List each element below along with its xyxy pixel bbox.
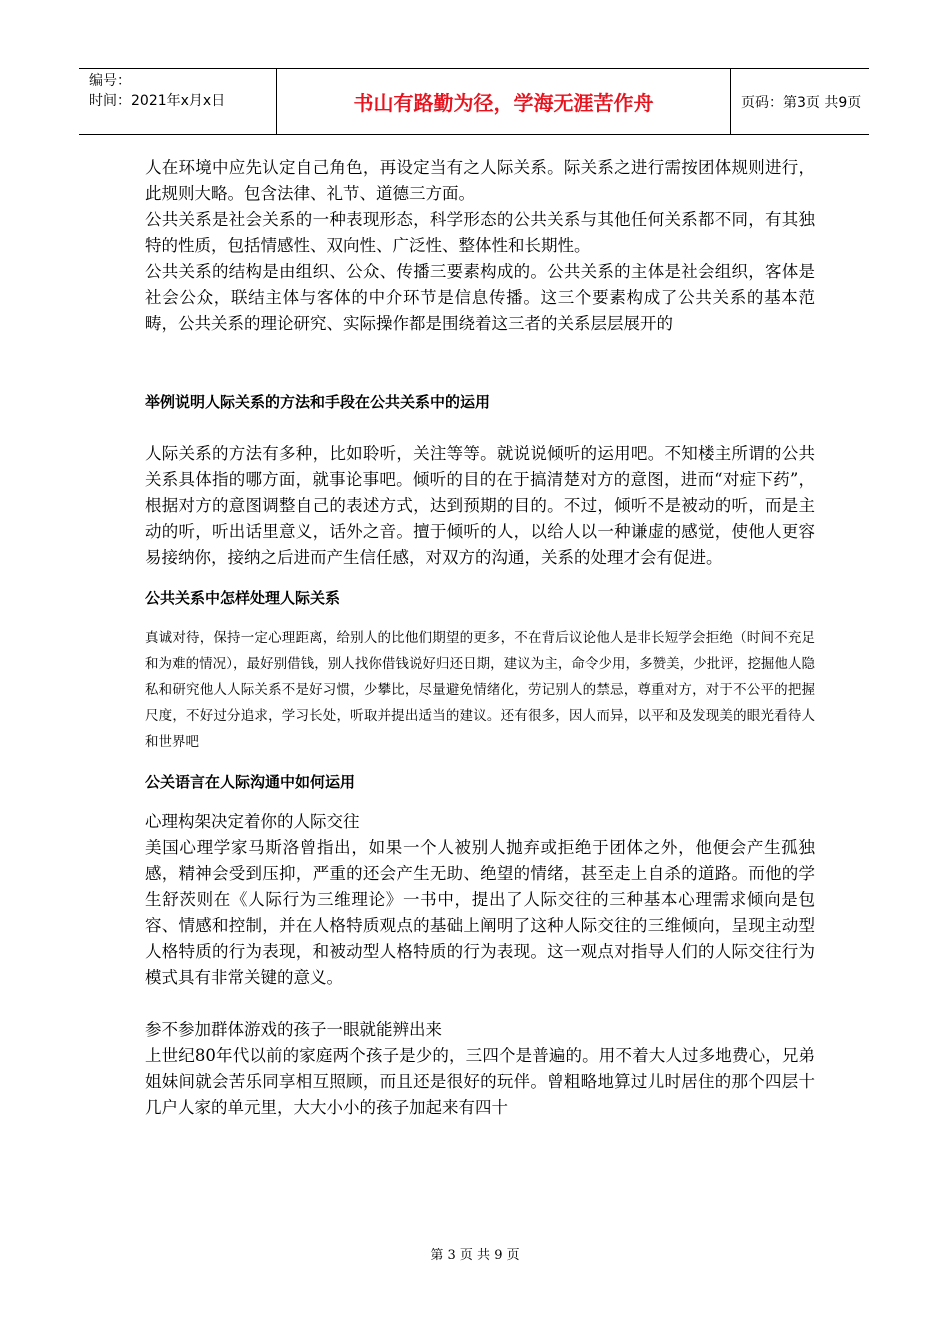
page-footer: 第 3 页 共 9 页 [430, 1248, 520, 1263]
heading-pr-language: 公关语言在人际沟通中如何运用 [145, 773, 356, 791]
page-header [79, 68, 869, 135]
header-page-info: 页码：第3页 共9页 [741, 94, 862, 111]
paragraph-pr-structure: 公共关系的结构是由组织、公众、传播三要素构成的。公共关系的主体是社会组织，客体是社会公众，联结主体与客体的中介环节是信息传播。这三个要素构成了公共关系的基本范畴，公共关系的理论研究、实际操作都是围绕着这三者的关系层层展开的 [145, 262, 815, 333]
paragraph-pr-nature: 公共关系是社会关系的一种表现形态，科学形态的公共关系与其他任何关系都不同，有其独特的性质，包括情感性、双向性、广泛性、整体性和长期性。 [145, 210, 815, 255]
paragraph-listening: 人际关系的方法有多种，比如聆听，关注等等。就说说倾听的运用吧。不知楼主所谓的公共关系具体指的哪方面，就事论事吧。倾听的目的在于搞清楚对方的意图，进而“对症下药”，根据对方的意图调整自己的表述方式，达到预期的目的。不过，倾听不是被动的听，而是主动的听，听出话里意义，话外之音。擅于倾听的人，以给人以一种谦虚的感觉，使他人更容易接纳你，接纳之后进而产生信任感，对双方的沟通，关系的处理才会有促进。 [145, 444, 815, 567]
date-label: 时间：2021年x月x日 [89, 93, 226, 109]
number-label: 编号： [89, 73, 131, 89]
document-body [145, 155, 815, 1121]
header-motto: 书山有路勤为径，学海无涯苦作舟 [277, 69, 731, 134]
heading-methods: 举例说明人际关系的方法和手段在公共关系中的运用 [145, 393, 491, 411]
paragraph-roles: 人在环境中应先认定自己角色，再设定当有之人际关系。际关系之进行需按团体规则进行，此规则大略。包含法律、礼节、道德三方面。 [145, 158, 815, 203]
paragraph-children: 上世纪80年代以前的家庭两个孩子是少的，三四个是普遍的。用不着大人过多地费心，兄弟姐妹间就会苦乐同享相互照顾，而且还是很好的玩伴。曾粗略地算过儿时居住的那个四层十几户人家的单元里，大大小小的孩子加起来有四十 [145, 1046, 815, 1117]
paragraph-handling: 真诚对待，保持一定心理距离，给别人的比他们期望的更多，不在背后议论他人是非长短学会拒绝（时间不充足和为难的情况），最好别借钱，别人找你借钱说好归还日期，建议为主，命令少用，多赞美，少批评，挖掘他人隐私和研究他人人际关系不是好习惯，少攀比，尽量避免情绪化，劳记别人的禁忌，尊重对方，对于不公平的把握尺度，不好过分追求，学习长处，听取并提出适当的建议。还有很多，因人而异，以平和及发现美的眼光看待人和世界吧 [145, 630, 815, 750]
paragraph-psych: 美国心理学家马斯洛曾指出，如果一个人被别人抛弃或拒绝于团体之外，他便会产生孤独感，精神会受到压抑，严重的还会产生无助、绝望的情绪，甚至走上自杀的道路。而他的学生舒茨则在《人际行为三维理论》一书中，提出了人际交往的三种基本心理需求倾向是包容、情感和控制，并在人格特质观点的基础上阐明了这种人际交往的三维倾向，呈现主动型人格特质的行为表现，和被动型人格特质的行为表现。这一观点对指导人们的人际交往行为模式具有非常关键的意义。 [145, 838, 815, 987]
heading-handling: 公共关系中怎样处理人际关系 [145, 589, 341, 607]
header-meta [79, 69, 277, 134]
paragraph-children-title: 参不参加群体游戏的孩子一眼就能辨出来 [145, 1020, 442, 1039]
paragraph-psych-title: 心理构架决定着你的人际交往 [145, 812, 360, 831]
